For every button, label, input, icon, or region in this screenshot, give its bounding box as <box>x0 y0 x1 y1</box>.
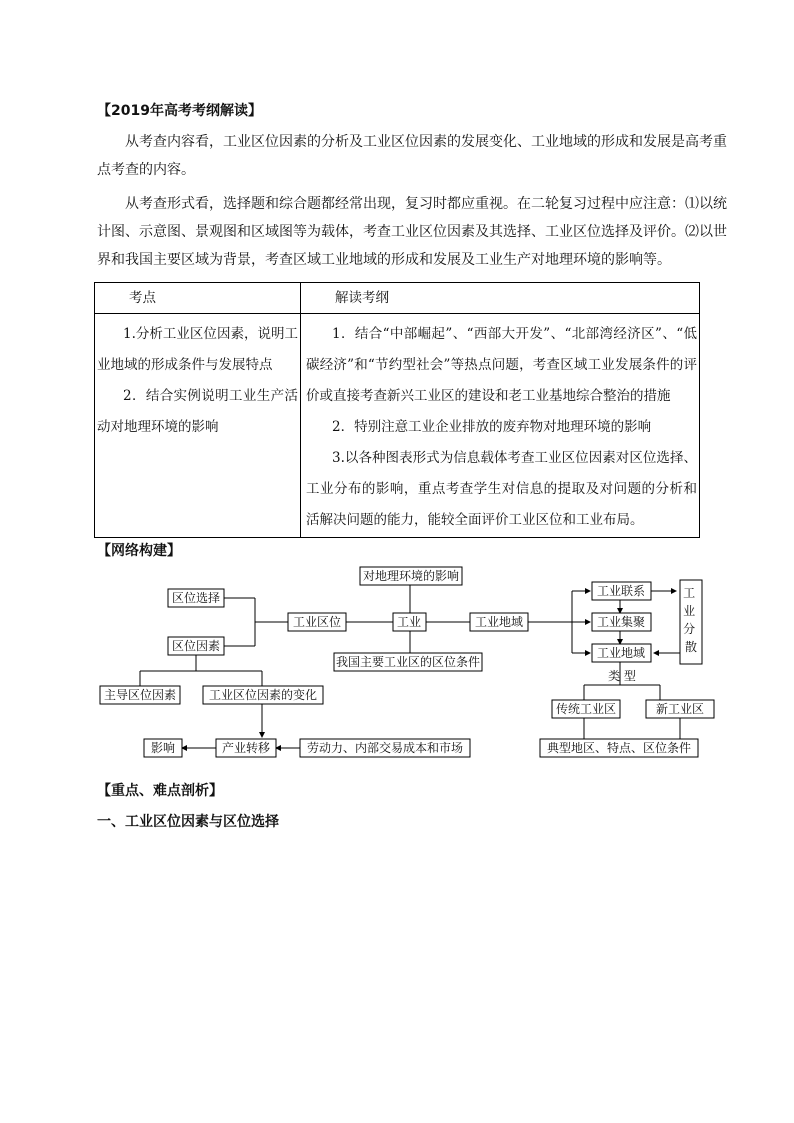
exam-outline-heading: 【2019年高考考纲解读】 <box>97 103 262 119</box>
exam-points-cell <box>95 314 301 538</box>
label-industry-transfer: 产业转移 <box>221 741 271 755</box>
knowledge-network-diagram <box>0 555 794 770</box>
outline-item: 2．特别注意工业企业排放的废弃物对地理环境的影响 <box>332 419 652 435</box>
exam-point-item: 2．结合实例说明工业生产活动对地理环境的影响 <box>97 388 298 435</box>
label-impact: 影响 <box>150 741 176 755</box>
label-location-factors: 区位因素 <box>171 639 221 653</box>
header-exam-point: 考点 <box>95 283 301 314</box>
table-header-row <box>95 283 700 314</box>
label-china-conditions: 我国主要工业区的区位条件 <box>335 655 481 669</box>
label-factor-changes: 工业区位因素的变化 <box>208 688 318 702</box>
label-types: 类 型 <box>608 669 636 683</box>
label-industrial-location: 工业区位 <box>292 615 342 629</box>
key-points-heading: 【重点、难点剖析】 <box>97 783 223 799</box>
label-industry: 工业 <box>396 615 422 629</box>
header-outline: 解读考纲 <box>301 283 700 314</box>
label-industrial-region: 工业地域 <box>474 615 524 629</box>
label-traditional-region: 传统工业区 <box>555 702 617 716</box>
label-environment-impact: 对地理环境的影响 <box>362 569 460 583</box>
sub-heading-location-factors: 一、工业区位因素与区位选择 <box>97 814 279 830</box>
table-row <box>95 314 700 538</box>
label-typical-areas: 典型地区、特点、区位条件 <box>546 741 692 755</box>
label-labor-costs: 劳动力、内部交易成本和市场 <box>306 741 464 755</box>
content-paragraph: 从考查内容看，工业区位因素的分析及工业区位因素的发展变化、工业地域的形成和发展是高考重点考查的内容。 <box>97 134 727 178</box>
outline-item: 3.以各种图表形式为信息载体考查工业区位因素对区位选择、工业分布的影响，重点考查学生对信息的提取及对问题的分析和 活解决问题的能力，能较全面评价工业区位和工业布局。 <box>306 450 697 528</box>
outline-cell <box>301 314 700 538</box>
network-heading: 【网络构建】 <box>97 543 181 559</box>
label-industrial-agglomeration: 工业集聚 <box>596 615 646 629</box>
exam-point-item: 1.分析工业区位因素，说明工业地域的形成条件与发展特点 <box>97 326 298 373</box>
outline-table <box>94 282 700 538</box>
label-industrial-region-2: 工业地域 <box>596 646 646 660</box>
label-dominant-factors: 主导区位因素 <box>103 688 177 702</box>
label-industrial-dispersion: 工 业 分 散 <box>683 586 698 654</box>
form-paragraph: 从考查形式看，选择题和综合题都经常出现，复习时都应重视。在二轮复习过程中应注意：⑴以统计图、示意图、景观图和区域图等为载体，考查工业区位因素及其选择、工业区位选择及评价。⑵以世界和我国主要区域为背景，考查区域工业地域的形成和发展及工业生产对地理环境的影响等。 <box>97 196 727 268</box>
label-location-choice: 区位选择 <box>171 591 221 605</box>
outline-item: 1．结合“中部崛起”、“西部大开发”、“北部湾经济区”、“低碳经济”和“节约型社会”等热点问题，考查区域工业发展条件的评价或直接考查新兴工业区的建设和老工业基地综合整治的措施 <box>306 326 697 404</box>
label-new-region: 新工业区 <box>655 702 705 716</box>
label-industrial-links: 工业联系 <box>596 584 646 598</box>
